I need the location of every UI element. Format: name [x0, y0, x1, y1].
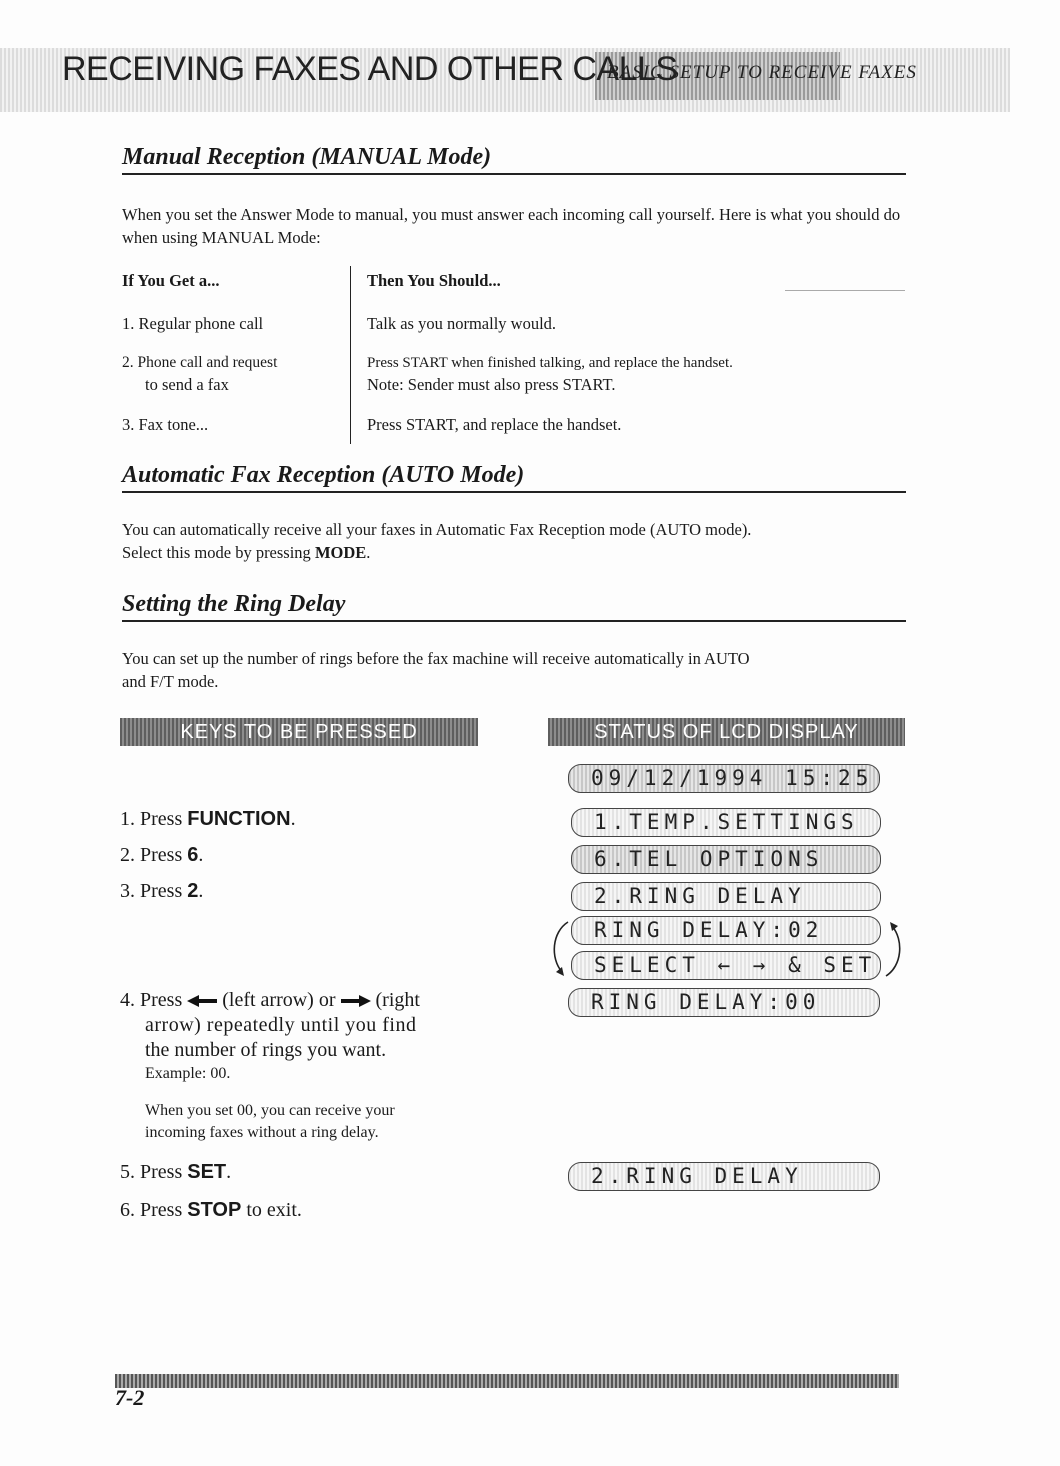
step-2-text: 2. Press: [120, 844, 188, 866]
table-row-2-if-line2: to send a fax: [145, 375, 229, 394]
stop-key: STOP: [187, 1199, 242, 1221]
manual-intro: When you set the Answer Mode to manual, you must answer each incoming call yourself. Here is what you should do when using MANUAL Mode:: [122, 205, 901, 247]
step-1-text: 1. Press: [120, 808, 188, 830]
step-3: [120, 879, 203, 904]
right-arrow-icon: [341, 995, 371, 1007]
step-4-text: 4. Press: [120, 989, 188, 1011]
step-3-end: .: [198, 880, 204, 902]
ring-delay-line1: You can set up the number of rings before the fax machine will receive automatically in AUTO: [122, 649, 750, 668]
step-4-example: Example: 00.: [145, 1065, 231, 1082]
page-number: 7-2: [115, 1385, 145, 1410]
lcd-tel-options: 6.TEL OPTIONS: [571, 845, 881, 874]
lcd-select-set: SELECT ← → & SET: [571, 951, 881, 980]
step-2-end: .: [198, 844, 204, 866]
heading-auto-reception: Automatic Fax Reception (AUTO Mode): [122, 462, 906, 493]
note-line2: incoming faxes without a ring delay.: [145, 1124, 379, 1141]
section-tag: BASIC SETUP TO RECEIVE FAXES: [607, 62, 917, 83]
auto-line2: [122, 541, 912, 564]
step-6: [120, 1198, 302, 1223]
key-2: 2: [187, 880, 199, 902]
step-4-line3: the number of rings you want.: [145, 1039, 387, 1061]
step-4-line2: arrow) repeatedly until you find: [145, 1014, 417, 1036]
note-line1: When you set 00, you can receive your: [145, 1102, 395, 1119]
table-divider: [350, 266, 351, 444]
keys-header: KEYS TO BE PRESSED: [120, 718, 478, 746]
step-6-end: to exit.: [241, 1199, 302, 1221]
step-5: [120, 1160, 231, 1185]
chapter-title: RECEIVING FAXES AND OTHER CALLS: [62, 50, 678, 88]
step-1: [120, 807, 296, 832]
lcd-datetime: 09/12/1994 15:25: [568, 764, 880, 793]
table-rule: [785, 290, 905, 291]
lcd-header: STATUS OF LCD DISPLAY: [548, 718, 905, 746]
mode-key: MODE: [314, 543, 367, 562]
alternation-left-arrow-icon: [544, 918, 574, 980]
lcd-ring-delay-00: RING DELAY:00: [568, 988, 880, 1017]
table-row-2-if-line1: 2. Phone call and request: [122, 354, 278, 371]
auto-line2-text: Select this mode by pressing: [122, 543, 315, 562]
table-header-if: If You Get a...: [122, 271, 220, 290]
set-key: SET: [187, 1161, 227, 1183]
heading-manual-reception: Manual Reception (MANUAL Mode): [122, 144, 906, 175]
table-row-3-if: 3. Fax tone...: [122, 415, 209, 434]
step-5-text: 5. Press: [120, 1161, 188, 1183]
step-2: [120, 843, 203, 868]
table-header-then: Then You Should...: [367, 271, 501, 290]
footer-bar: [115, 1374, 899, 1388]
step-1-end: .: [290, 808, 296, 830]
table-row-1-then: Talk as you normally would.: [367, 314, 557, 333]
step-4-line1: [120, 988, 420, 1013]
lcd-ring-delay-menu: 2.RING DELAY: [571, 882, 881, 911]
auto-line1: You can automatically receive all your faxes in Automatic Fax Reception mode (AUTO mode).: [122, 520, 752, 539]
lcd-temp-settings: 1.TEMP.SETTINGS: [571, 808, 881, 837]
table-row-3-then: Press START, and replace the handset.: [367, 415, 622, 434]
table-row-2-then-line2: Note: Sender must also press START.: [367, 375, 616, 394]
step-6-text: 6. Press: [120, 1199, 188, 1221]
table-row-2-then-line1: Press START when finished talking, and replace the handset.: [367, 355, 733, 371]
step-4-left-label: (left arrow) or: [222, 989, 341, 1011]
step-4-right-label: (right: [375, 989, 420, 1011]
step-3-text: 3. Press: [120, 880, 188, 902]
step-5-end: .: [226, 1161, 232, 1183]
function-key: FUNCTION: [187, 808, 291, 830]
heading-ring-delay: Setting the Ring Delay: [122, 591, 906, 622]
lcd-ring-delay-final: 2.RING DELAY: [568, 1162, 880, 1191]
auto-line2-end: .: [366, 543, 371, 562]
key-6: 6: [187, 844, 199, 866]
ring-delay-line2: and F/T mode.: [122, 672, 219, 691]
lcd-ring-delay-02: RING DELAY:02: [571, 916, 881, 945]
table-row-1-if: 1. Regular phone call: [122, 314, 264, 333]
left-arrow-icon: [187, 995, 217, 1007]
alternation-right-arrow-icon: [880, 918, 910, 980]
